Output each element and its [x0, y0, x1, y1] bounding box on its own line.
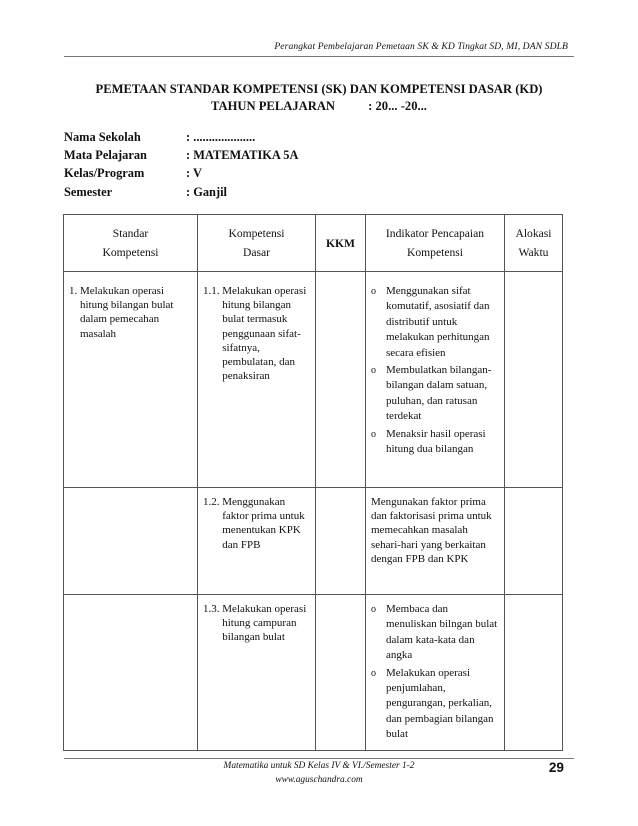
meta-value: : Ganjil: [186, 184, 227, 199]
kd-cell: [198, 272, 316, 488]
meta-label: Nama Sekolah: [64, 130, 141, 144]
page-number: 29: [548, 760, 564, 775]
kd-number: 1.3.: [203, 603, 223, 615]
sk-cell: [64, 488, 198, 595]
kkm-cell: [316, 272, 366, 488]
header-kompetensi-dasar: Kompetensi Dasar: [198, 215, 316, 272]
meta-label: Kelas/Program: [64, 166, 145, 181]
footer-website: www.aguschandra.com: [275, 775, 363, 785]
indicator-cell: [366, 595, 505, 751]
meta-value: : V: [186, 166, 202, 181]
header-standar-kompetensi: Standar Kompetensi: [64, 215, 198, 272]
kkm-cell: [316, 488, 366, 595]
indicator-cell: [366, 272, 505, 488]
table-row: [64, 595, 563, 751]
alokasi-cell: [505, 488, 563, 595]
meta-value: : MATEMATIKA 5A: [186, 148, 299, 163]
indicator-item: o Menaksir hasil operasi hitung dua bilangan: [371, 427, 500, 458]
header-alokasi-waktu: Alokasi Waktu: [505, 215, 563, 272]
sk-text: Melakukan operasi hitung bilangan bulat dalam pemecahan masalah: [80, 285, 174, 340]
document-title: PEMETAAN STANDAR KOMPETENSI (SK) DAN KOMPETENSI DASAR (KD): [95, 82, 543, 96]
document-subtitle: [64, 99, 574, 114]
kd-text: Menggunakan faktor prima untuk menentukan KPK dan FPB: [222, 496, 305, 551]
meta-label: Semester: [64, 184, 113, 199]
kd-text: Melakukan operasi hitung campuran bilangan bulat: [222, 603, 307, 644]
indicator-item: o Menggunakan sifat komutatif, asosiatif dan distributif untuk melakukan perhitungan secara efisien: [371, 284, 500, 361]
table-row: [64, 272, 563, 488]
kd-cell: [198, 595, 316, 751]
table-header-row: [64, 215, 563, 272]
indicator-text: Mengunakan faktor prima dan faktorisasi prima untuk memecahkan masalah sehari-hari yang berkaitan dengan FPB dan KPK: [371, 496, 492, 565]
alokasi-cell: [505, 595, 563, 751]
footer-rule: [64, 758, 574, 759]
header-rule: [64, 56, 574, 57]
bullet-icon: o: [371, 365, 376, 377]
bullet-icon: o: [371, 286, 376, 297]
academic-year-label: TAHUN PELAJARAN: [211, 99, 336, 113]
kd-cell: [198, 488, 316, 595]
kd-text: Melakukan operasi hitung bilangan bulat termasuk penggunaan sifat-sifatnya, pembulatan, dan penaksiran: [222, 285, 307, 383]
header-kkm: KKM: [316, 215, 366, 272]
bullet-icon: o: [371, 428, 376, 440]
bullet-icon: o: [371, 667, 376, 679]
meta-label: Mata Pelajaran: [64, 148, 147, 163]
footer-book-title: Matematika untuk SD Kelas IV & VI./Semester 1-2: [223, 761, 415, 771]
table-row: [64, 488, 563, 595]
sk-number: 1.: [69, 285, 80, 297]
indicator-cell: [366, 488, 505, 595]
running-title: Perangkat Pembelajaran Pemetaan SK & KD Tingkat SD, MI, DAN SDLB: [274, 41, 568, 52]
sk-cell: [64, 272, 198, 488]
meta-value: : ....................: [186, 130, 256, 144]
alokasi-cell: [505, 272, 563, 488]
kd-number: 1.2.: [203, 496, 223, 508]
indicator-item: o Membaca dan menuliskan bilngan bulat dalam kata-kata dan angka: [371, 602, 500, 664]
kkm-cell: [316, 595, 366, 751]
indicator-item: o Membulatkan bilangan-bilangan dalam satuan, puluhan, dan ratusan terdekat: [371, 363, 500, 425]
competency-mapping-table: [63, 214, 563, 751]
page-header: [0, 40, 638, 56]
bullet-icon: o: [371, 604, 376, 615]
kd-number: 1.1.: [203, 285, 223, 297]
academic-year-value: : 20... -20...: [368, 99, 427, 113]
header-indikator: Indikator Pencapaian Kompetensi: [366, 215, 505, 272]
indicator-item: o Melakukan operasi penjumlahan, pengurangan, perkalian, dan pembagian bilangan bulat: [371, 666, 500, 743]
sk-cell: [64, 595, 198, 751]
